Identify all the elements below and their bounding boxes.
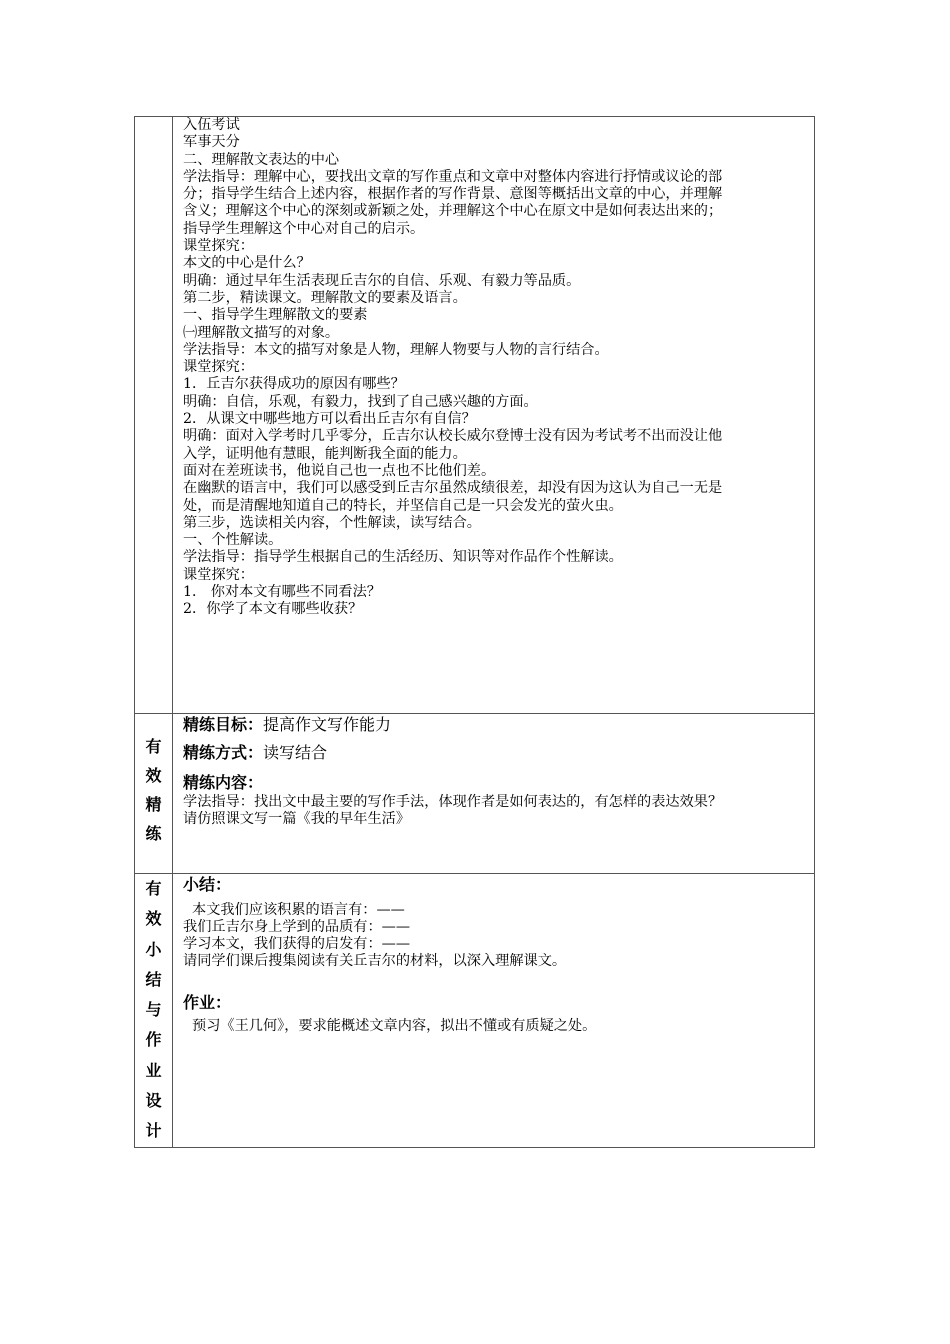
label-char: 作 xyxy=(145,1030,162,1050)
text-line: 课堂探究： xyxy=(183,359,254,376)
label-char: 效 xyxy=(145,766,162,785)
practice-method-label: 精练方式： xyxy=(183,743,264,762)
text-line: 在幽默的语言中，我们可以感受到丘吉尔虽然成绩很差，却没有因为这认为自己一无是 xyxy=(183,480,723,497)
text-line: 2．从课文中哪些地方可以看出丘吉尔有自信？ xyxy=(183,411,476,428)
text-line: 本文我们应该积累的语言有：—— xyxy=(183,902,405,918)
practice-goal xyxy=(183,714,808,736)
homework-text: 预习《王几何》，要求能概述文章内容，拟出不懂或有质疑之处。 xyxy=(183,1018,597,1034)
text-line: 我们丘吉尔身上学到的品质有：—— xyxy=(183,919,411,935)
text-line: 学法指导：理解中心，要找出文章的写作重点和文章中对整体内容进行抒情或议论的部 xyxy=(183,168,723,185)
row-label-cell xyxy=(135,714,173,874)
text-line: ㈠理解散文描写的对象。 xyxy=(183,324,340,341)
text-line: 军事天分 xyxy=(183,134,240,151)
practice-method-value: 读写结合 xyxy=(263,743,328,762)
text-line: 学习本文，我们获得的启发有：—— xyxy=(183,936,411,952)
practice-goal-label: 精练目标： xyxy=(183,715,264,734)
row-label-cell xyxy=(135,117,173,714)
content-cell xyxy=(173,714,815,874)
label-char: 效 xyxy=(145,909,162,929)
text-line: 学法指导：本文的描写对象是人物，理解人物要与人物的言行结合。 xyxy=(183,341,609,358)
row-label-cell xyxy=(135,874,173,1148)
text-line: 明确：面对入学考时几乎零分，丘吉尔认校长威尔登博士没有因为考试考不出而没让他 xyxy=(183,428,723,445)
section1-text xyxy=(173,117,814,619)
text-line: 课堂探究： xyxy=(183,566,254,583)
label-char: 精 xyxy=(145,795,162,814)
practice-goal-value: 提高作文写作能力 xyxy=(263,715,392,734)
label-char: 结 xyxy=(145,969,162,989)
section2-label xyxy=(135,714,172,848)
practice-content-label: 精练内容： xyxy=(183,773,264,792)
text-line: 请同学们课后搜集阅读有关丘吉尔的材料，以深入理解课文。 xyxy=(183,953,567,969)
text-line: 指导学生理解这个中心对自己的启示。 xyxy=(183,220,425,237)
text-line: 处，而是清醒地知道自己的特长，并坚信自己是一只会发光的萤火虫。 xyxy=(183,497,623,514)
text-line: 请仿照课文写一篇《我的早年生活》 xyxy=(183,811,411,827)
text-line: 2．你学了本文有哪些收获？ xyxy=(183,601,363,618)
text-line: 明确：通过早年生活表现丘吉尔的自信、乐观、有毅力等品质。 xyxy=(183,272,581,289)
table-row xyxy=(135,874,815,1148)
text-line: 学法指导：找出文中最主要的写作手法，体现作者是如何表达的，有怎样的表达效果？ xyxy=(183,794,723,810)
lesson-plan-table xyxy=(134,116,815,1148)
table-row xyxy=(135,117,815,714)
content-cell xyxy=(173,874,815,1148)
label-char: 有 xyxy=(145,737,162,756)
section3-text xyxy=(173,874,814,1035)
practice-content xyxy=(183,772,808,794)
section2-text xyxy=(173,714,814,828)
text-line: 第三步，选读相关内容，个性解读，读写结合。 xyxy=(183,514,481,531)
text-line: 入伍考试 xyxy=(183,117,240,133)
label-char: 练 xyxy=(145,824,162,843)
text-line: 本文的中心是什么？ xyxy=(183,255,311,272)
label-char: 与 xyxy=(145,1000,162,1020)
text-line: 含义；理解这个中心的深刻或新颖之处，并理解这个中心在原文中是如何表达出来的； xyxy=(183,203,723,220)
summary-heading: 小结： xyxy=(183,875,232,894)
homework-heading: 作业： xyxy=(183,993,232,1012)
text-line: 面对在差班读书，他说自己也一点也不比他们差。 xyxy=(183,462,496,479)
text-line: 分；指导学生结合上述内容，根据作者的写作背景、意图等概括出文章的中心，并理解 xyxy=(183,186,723,203)
text-line: 学法指导：指导学生根据自己的生活经历、知识等对作品作个性解读。 xyxy=(183,549,623,566)
practice-method xyxy=(183,738,808,768)
text-line: 1．丘吉尔获得成功的原因有哪些？ xyxy=(183,376,405,393)
label-char: 业 xyxy=(145,1060,162,1080)
text-line: 一、指导学生理解散文的要素 xyxy=(183,307,368,324)
label-char: 有 xyxy=(145,879,162,898)
text-line: 1． 你对本文有哪些不同看法？ xyxy=(183,584,381,601)
text-line: 课堂探究： xyxy=(183,238,254,255)
text-line: 一、个性解读。 xyxy=(183,532,283,549)
section3-label xyxy=(135,874,172,1147)
text-line: 明确：自信，乐观，有毅力，找到了自己感兴趣的方面。 xyxy=(183,393,538,410)
content-cell xyxy=(173,117,815,714)
table-row xyxy=(135,714,815,874)
text-line: 第二步，精读课文。理解散文的要素及语言。 xyxy=(183,289,467,306)
label-char: 计 xyxy=(145,1121,162,1141)
label-char: 小 xyxy=(145,939,162,959)
text-line: 入学，证明他有慧眼，能判断我全面的能力。 xyxy=(183,445,467,462)
label-char: 设 xyxy=(145,1091,162,1111)
text-line: 二、理解散文表达的中心 xyxy=(183,151,340,168)
